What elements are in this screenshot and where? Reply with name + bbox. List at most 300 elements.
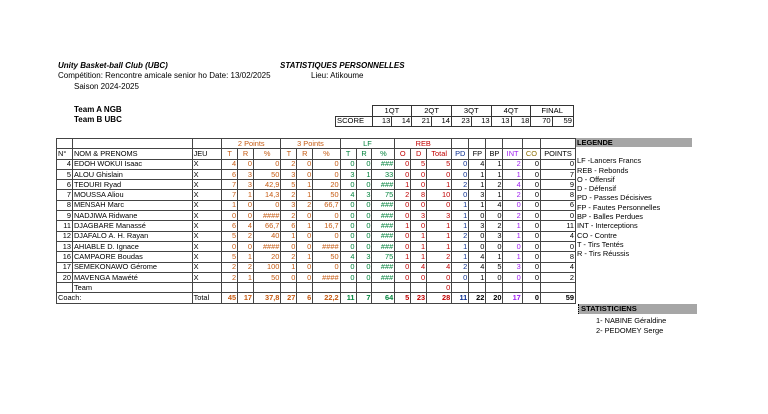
total-pd: 11 [452,293,469,303]
cell-p2: 14,3 [254,190,281,200]
cell-fp: 3 [469,190,486,200]
club-name: Unity Basket-ball Club (UBC) [58,61,168,70]
cell-fp: 1 [469,169,486,179]
col-header: INT [503,149,522,159]
cell-pd: 1 [452,211,469,221]
cell-co: 0 [522,159,540,169]
team-cell [57,283,73,293]
cell-t2: 0 [222,241,238,251]
cell-t2: 0 [222,211,238,221]
team-cell [254,283,281,293]
cell-r3: 1 [297,252,313,262]
cell-jeu: X [192,231,222,241]
cell-pts: 0 [541,159,576,169]
cell-r3: 1 [297,180,313,190]
cell-p3: 16,7 [313,221,340,231]
cell-pl: ### [372,241,395,251]
cell-t2: 1 [222,200,238,210]
cell-tl: 0 [340,221,356,231]
cell-pd: 0 [452,272,469,282]
cell-fp: 4 [469,262,486,272]
total-rl: 7 [356,293,372,303]
cell-pl: 75 [372,252,395,262]
cell-r2: 0 [238,200,254,210]
score-header-final: FINAL [531,106,574,117]
col-header: BP [486,149,503,159]
total-p3: 22,2 [313,293,340,303]
cell-name: TEOURI Ryad [72,180,192,190]
cell-rl: 0 [356,221,372,231]
cell-rl: 1 [356,169,372,179]
cell-pd: 1 [452,241,469,251]
cell-jeu: X [192,190,222,200]
cell-t2: 2 [222,262,238,272]
cell-pl: ### [372,180,395,190]
cell-d: 1 [411,252,427,262]
cell-pts: 2 [541,272,576,282]
cell-n: 13 [57,241,73,251]
cell-name: SEMEKONAWO Gérome [72,262,192,272]
cell-d: 5 [411,159,427,169]
cell-t3: 5 [281,180,297,190]
cell-p2: 42,9 [254,180,281,190]
cell-o: 2 [395,190,411,200]
score-header-3qt: 3QT [451,106,491,117]
cell-pl: ### [372,231,395,241]
table-row [57,159,576,169]
cell-r3: 0 [297,272,313,282]
cell-r3: 0 [297,231,313,241]
score-value: 14 [432,116,452,127]
cell-t2: 7 [222,180,238,190]
cell-int: 4 [503,180,522,190]
cell-t3: 3 [281,169,297,179]
cell-t3: 2 [281,159,297,169]
cell-o: 0 [395,262,411,272]
table-row [57,231,576,241]
cell-bp: 0 [486,272,503,282]
cell-p2: #### [254,211,281,221]
legend-item: CO - Contre [577,230,617,240]
cell-name: CAMPAORE Boudas [72,252,192,262]
cell-fp: 4 [469,159,486,169]
cell-name: MOUSSA Aliou [72,190,192,200]
cell-bp: 2 [486,221,503,231]
cell-pts: 4 [541,262,576,272]
cell-r2: 1 [238,190,254,200]
table-row [57,211,576,221]
cell-int: 0 [503,272,522,282]
total-bp: 20 [486,293,503,303]
cell-bp: 1 [486,169,503,179]
cell-int: 2 [503,190,522,200]
cell-r2: 1 [238,272,254,282]
cell-r2: 0 [238,241,254,251]
cell-n: 12 [57,231,73,241]
legend-item: FP - Fautes Personnelles [577,203,661,212]
score-value: 59 [552,116,573,127]
cell-tl: 0 [340,159,356,169]
team-cell [411,283,427,293]
cell-tot: 4 [427,262,452,272]
team-cell [486,283,503,293]
col-header: N° [57,149,73,159]
cell-int: 2 [503,159,522,169]
cell-tl: 0 [340,180,356,190]
cell-p3: 20 [313,180,340,190]
table-row [57,221,576,231]
cell-t2: 6 [222,221,238,231]
cell-jeu: X [192,262,222,272]
cell-bp: 0 [486,241,503,251]
cell-t3: 0 [281,241,297,251]
table-row [57,169,576,179]
table-row [57,272,576,282]
col-header: FP [469,149,486,159]
cell-tl: 4 [340,190,356,200]
table-row [57,200,576,210]
col-header: % [372,149,395,159]
cell-n: 9 [57,211,73,221]
cell-p2: 20 [254,252,281,262]
col-header: R [238,149,254,159]
cell-pts: 8 [541,190,576,200]
cell-n: 4 [57,159,73,169]
cell-pts: 9 [541,180,576,190]
cell-pts: 6 [541,200,576,210]
cell-pts: 11 [541,221,576,231]
cell-r3: 0 [297,262,313,272]
cell-t2: 4 [222,159,238,169]
col-header: R [356,149,372,159]
cell-co: 0 [522,231,540,241]
cell-p2: 100 [254,262,281,272]
legend-item: O - Offensif [577,175,615,184]
cell-rl: 0 [356,211,372,221]
cell-bp: 0 [486,211,503,221]
cell-tot: 10 [427,190,452,200]
col-header: T [281,149,297,159]
cell-name: AHIABLE D. Ignace [72,241,192,251]
table-row [57,252,576,262]
score-value: 70 [531,116,552,127]
cell-int: 0 [503,241,522,251]
score-header-1qt: 1QT [372,106,412,117]
cell-t3: 0 [281,272,297,282]
cell-tot: 1 [427,241,452,251]
table-row [57,190,576,200]
team-b-label: Team B UBC [74,115,122,124]
cell-co: 0 [522,221,540,231]
cell-d: 8 [411,190,427,200]
legend-item: INT - Interceptions [577,221,638,231]
cell-pd: 0 [452,159,469,169]
cell-p2: 40 [254,231,281,241]
cell-t3: 1 [281,262,297,272]
cell-int: 1 [503,231,522,241]
cell-d: 0 [411,200,427,210]
cell-pts: 0 [541,241,576,251]
cell-o: 0 [395,231,411,241]
cell-fp: 0 [469,211,486,221]
cell-pl: 75 [372,190,395,200]
cell-n: 8 [57,200,73,210]
cell-t3: 3 [281,200,297,210]
legend-item: R - Tirs Réussis [577,249,630,259]
total-int: 17 [503,293,522,303]
cell-r2: 4 [238,221,254,231]
cell-p3: #### [313,241,340,251]
legend-title: LEGENDE [576,138,692,147]
cell-name: EDOH WOKUI Isaac [72,159,192,169]
group-header-lf: LF [340,139,395,149]
score-value: 21 [412,116,432,127]
cell-pts: 0 [541,211,576,221]
cell-name: DJAFALO A. H. Rayan [72,231,192,241]
cell-p2: #### [254,241,281,251]
score-label: SCORE [336,116,373,127]
cell-n: 6 [57,180,73,190]
col-header: PD [452,149,469,159]
cell-fp: 1 [469,200,486,210]
total-fp: 22 [469,293,486,303]
cell-r2: 2 [238,231,254,241]
cell-t3: 6 [281,221,297,231]
cell-o: 0 [395,211,411,221]
score-table [335,105,574,127]
cell-co: 0 [522,180,540,190]
cell-jeu: X [192,159,222,169]
cell-o: 0 [395,159,411,169]
team-total: 0 [427,283,452,293]
cell-t3: 1 [281,231,297,241]
cell-jeu: X [192,221,222,231]
team-cell [395,283,411,293]
cell-co: 0 [522,241,540,251]
team-cell [503,283,522,293]
cell-pts: 4 [541,231,576,241]
cell-name: MAVENGA Mawété [72,272,192,282]
cell-pl: ### [372,211,395,221]
cell-jeu: X [192,169,222,179]
cell-p2: 66,7 [254,221,281,231]
team-cell [372,283,395,293]
legend-item: T - Tirs Tentés [577,240,624,249]
cell-r2: 0 [238,159,254,169]
cell-jeu: X [192,211,222,221]
cell-pl: ### [372,262,395,272]
cell-n: 11 [57,221,73,231]
score-value: 23 [451,116,471,127]
cell-tot: 3 [427,211,452,221]
cell-tl: 0 [340,241,356,251]
cell-p3: 50 [313,190,340,200]
cell-tot: 1 [427,180,452,190]
cell-n: 16 [57,252,73,262]
cell-o: 0 [395,200,411,210]
cell-t2: 7 [222,190,238,200]
legend-item: REB - Rebonds [577,165,629,175]
cell-pl: 33 [372,169,395,179]
group-header-2pts: 2 Points [222,139,281,149]
table-row [57,262,576,272]
cell-pd: 1 [452,221,469,231]
cell-co: 0 [522,190,540,200]
cell-r2: 0 [238,211,254,221]
cell-int: 3 [503,262,522,272]
cell-int: 0 [503,200,522,210]
cell-tot: 0 [427,272,452,282]
cell-pd: 2 [452,180,469,190]
cell-r2: 2 [238,262,254,272]
cell-bp: 1 [486,252,503,262]
cell-n: 20 [57,272,73,282]
cell-pts: 7 [541,169,576,179]
cell-o: 1 [395,252,411,262]
legend-item: D - Défensif [577,184,617,194]
team-a-label: Team A NGB [74,105,122,114]
cell-p2: 50 [254,169,281,179]
cell-p3: 0 [313,169,340,179]
cell-rl: 3 [356,190,372,200]
cell-r2: 1 [238,252,254,262]
cell-d: 4 [411,262,427,272]
cell-rl: 0 [356,262,372,272]
venue-line: Lieu: Atikoume [311,71,364,80]
legend-item: PD - Passes Décisives [577,193,652,203]
statisticien-name: 1- NABINE Géraldine [596,316,667,325]
cell-rl: 3 [356,252,372,262]
cell-d: 1 [411,231,427,241]
cell-bp: 4 [486,200,503,210]
cell-int: 1 [503,252,522,262]
cell-jeu: X [192,241,222,251]
cell-bp: 1 [486,190,503,200]
cell-r3: 2 [297,200,313,210]
cell-p3: #### [313,272,340,282]
total-jeu: Total [192,293,222,303]
cell-name: DJAGBARE Manassé [72,221,192,231]
cell-r3: 0 [297,169,313,179]
team-row [57,283,576,293]
score-value: 18 [511,116,531,127]
col-header: T [222,149,238,159]
cell-n: 17 [57,262,73,272]
table-row [57,180,576,190]
col-header: % [254,149,281,159]
team-cell [541,283,576,293]
cell-t3: 2 [281,190,297,200]
cell-fp: 1 [469,272,486,282]
cell-n: 5 [57,169,73,179]
cell-pl: ### [372,221,395,231]
statisticiens-title: STATISTICIENS [578,304,697,314]
cell-name: MENSAH Marc [72,200,192,210]
cell-tl: 0 [340,211,356,221]
cell-d: 0 [411,221,427,231]
score-header-4qt: 4QT [491,106,531,117]
cell-bp: 3 [486,231,503,241]
col-header: CO [522,149,540,159]
cell-int: 1 [503,169,522,179]
cell-tl: 4 [340,252,356,262]
legend-item: BP - Balles Perdues [577,212,644,222]
cell-d: 3 [411,211,427,221]
score-value: 13 [471,116,491,127]
cell-fp: 0 [469,241,486,251]
cell-co: 0 [522,262,540,272]
total-p2: 37,8 [254,293,281,303]
cell-rl: 0 [356,231,372,241]
cell-fp: 3 [469,221,486,231]
cell-o: 0 [395,241,411,251]
team-cell [222,283,238,293]
total-co: 0 [522,293,540,303]
cell-fp: 0 [469,231,486,241]
cell-r3: 0 [297,159,313,169]
cell-tot: 1 [427,231,452,241]
cell-tl: 3 [340,169,356,179]
cell-t2: 5 [222,231,238,241]
cell-o: 0 [395,272,411,282]
cell-rl: 0 [356,200,372,210]
season-line: Saison 2024-2025 [74,82,139,91]
totals-row [57,293,576,303]
cell-t2: 2 [222,272,238,282]
cell-d: 0 [411,180,427,190]
legend-item: LF -Lancers Francs [577,156,642,166]
cell-name: NADJIWA Ridwane [72,211,192,221]
team-cell [469,283,486,293]
cell-d: 0 [411,272,427,282]
col-header: % [313,149,340,159]
cell-t3: 2 [281,211,297,221]
cell-t2: 6 [222,169,238,179]
total-tot: 28 [427,293,452,303]
document-title: STATISTIQUES PERSONNELLES [280,61,405,70]
cell-t2: 5 [222,252,238,262]
cell-pd: 0 [452,169,469,179]
team-cell [297,283,313,293]
cell-tl: 0 [340,272,356,282]
cell-o: 0 [395,169,411,179]
cell-pd: 1 [452,252,469,262]
cell-n: 7 [57,190,73,200]
cell-tot: 5 [427,159,452,169]
cell-co: 0 [522,272,540,282]
score-value: 13 [372,116,392,127]
cell-tot: 2 [427,252,452,262]
col-header: NOM & PRENOMS [72,149,192,159]
total-label: Coach: [57,293,193,303]
cell-jeu: X [192,272,222,282]
team-cell [340,283,356,293]
cell-t3: 2 [281,252,297,262]
group-header-3pts: 3 Points [281,139,340,149]
cell-int: 1 [503,221,522,231]
cell-bp: 2 [486,180,503,190]
statisticien-name: 2- PEDOMEY Serge [596,326,664,335]
col-header: POINTS [541,149,576,159]
col-header: O [395,149,411,159]
cell-p2: 50 [254,272,281,282]
team-label: Team [72,283,192,293]
cell-co: 0 [522,211,540,221]
team-cell [313,283,340,293]
competition-line: Compétition: Rencontre amicale senior ho Date: 13/02/2025 [58,71,271,80]
cell-tot: 0 [427,169,452,179]
cell-p3: 50 [313,252,340,262]
